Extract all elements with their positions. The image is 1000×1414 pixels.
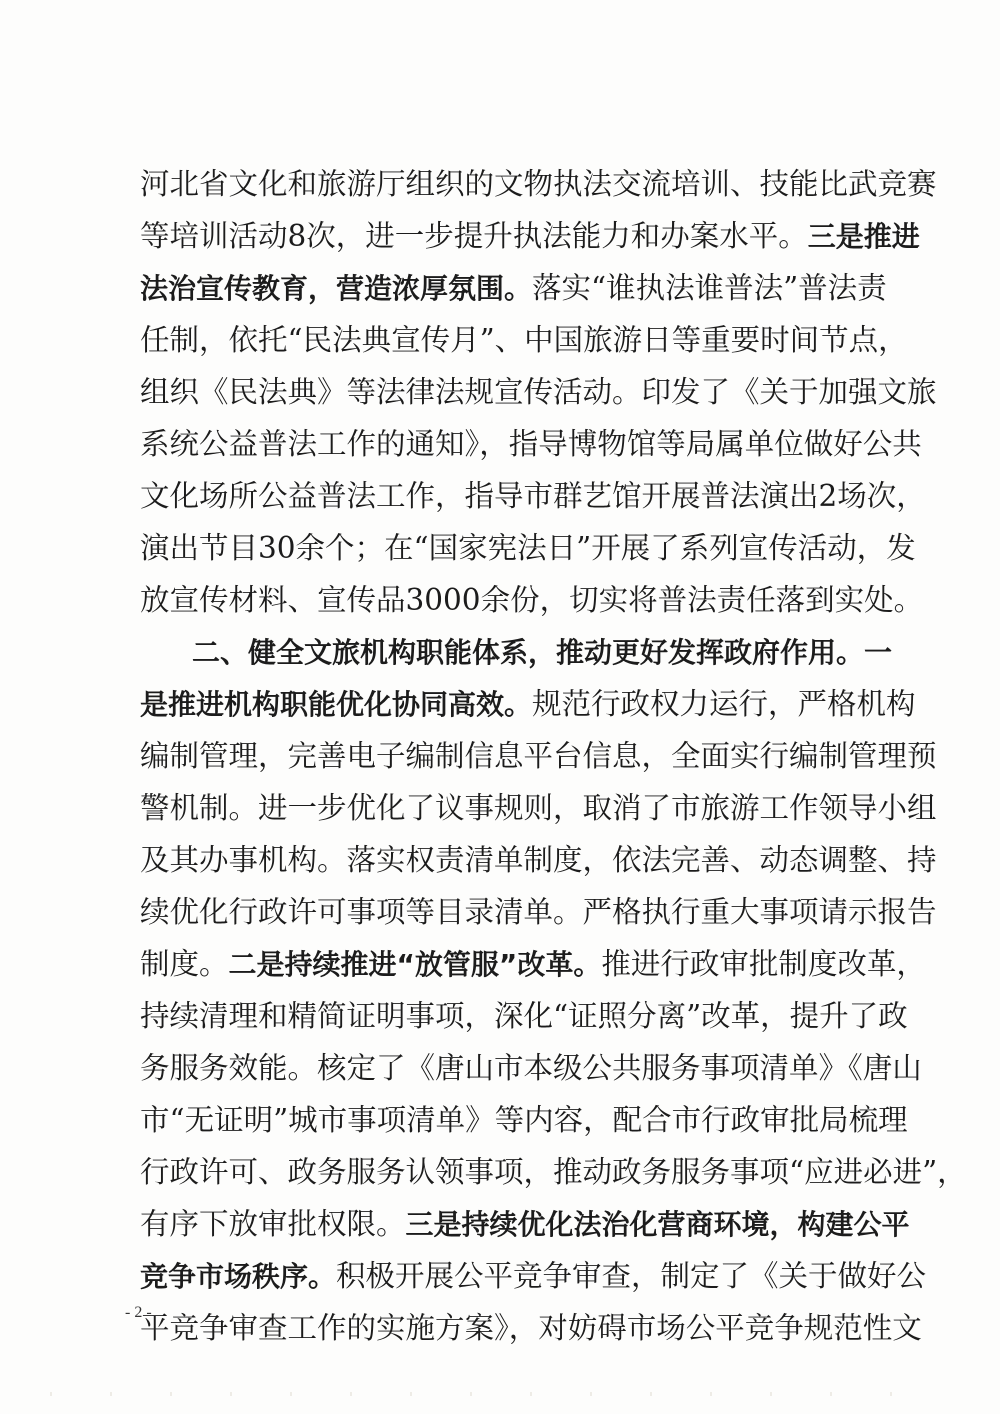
text-line [140, 834, 937, 886]
text-line [140, 938, 926, 990]
text-segment: 有序下放审批权限。 [140, 1207, 406, 1241]
text-segment: 落实“谁执法谁普法”普法责 [532, 271, 887, 305]
body-text [140, 158, 967, 1354]
text-line [140, 990, 908, 1042]
text-segment: 平竞争审查工作的实施方案》，对妨碍市场公平竞争规范性文 [140, 1311, 922, 1345]
text-segment: 文化场所公益普法工作，指导市群艺馆开展普法演出2场次， [140, 479, 926, 513]
text-line [140, 1094, 908, 1146]
scan-artifacts [50, 1392, 950, 1396]
text-line [140, 210, 920, 262]
bold-text-segment: 法治宣传教育，营造浓厚氛围。 [140, 272, 533, 305]
bold-text-segment: 是推进机构职能优化协同高效。 [140, 688, 533, 721]
text-line [140, 418, 922, 470]
text-line [140, 522, 916, 574]
text-segment: 积极开展公平竞争审查，制定了《关于做好公 [336, 1259, 927, 1293]
text-segment: 编制管理，完善电子编制信息平台信息，全面实行编制管理预 [140, 739, 937, 773]
text-segment: 规范行政权力运行，严格机构 [532, 687, 916, 721]
text-line [140, 366, 937, 418]
text-line [140, 574, 924, 626]
bold-text-segment: 二是持续推进“放管服”改革。 [228, 948, 602, 981]
text-segment: 推进行政审批制度改革， [601, 947, 926, 981]
text-segment: 任制，依托“民法典宣传月”、中国旅游日等重要时间节点， [140, 323, 908, 357]
text-line [140, 626, 893, 678]
text-line [140, 1042, 922, 1094]
text-segment: 行政许可、政务服务认领事项，推动政务服务事项“应进必进”， [140, 1155, 967, 1189]
text-line [140, 730, 937, 782]
text-segment: 等培训活动8次，进一步提升执法能力和办案水平。 [140, 219, 808, 253]
text-segment: 警机制。进一步优化了议事规则，取消了市旅游工作领导小组 [140, 791, 937, 825]
text-line [140, 1146, 967, 1198]
text-line [140, 782, 937, 834]
text-line [140, 1198, 910, 1250]
text-segment: 制度。 [140, 947, 229, 981]
text-segment: 务服务效能。核定了《唐山市本级公共服务事项清单》《唐山 [140, 1051, 922, 1085]
bold-text-segment: 三是推进 [807, 220, 920, 253]
text-segment: 河北省文化和旅游厅组织的文物执法交流培训、技能比武竞赛 [140, 167, 937, 201]
text-line [140, 1250, 927, 1302]
text-segment: 续优化行政许可事项等目录清单。严格执行重大事项请示报告 [140, 895, 937, 929]
text-line [140, 678, 916, 730]
text-line [140, 1302, 922, 1354]
text-line [140, 314, 908, 366]
text-segment: 放宣传材料、宣传品3000余份，切实将普法责任落到实处。 [140, 583, 924, 617]
page-number: - 2 - [125, 1304, 152, 1321]
text-segment: 及其办事机构。落实权责清单制度，依法完善、动态调整、持 [140, 843, 937, 877]
text-line [140, 262, 887, 314]
text-line [140, 886, 937, 938]
text-segment: 持续清理和精简证明事项，深化“证照分离”改革，提升了政 [140, 999, 908, 1033]
text-segment: 演出节目30余个；在“国家宪法日”开展了系列宣传活动，发 [140, 531, 916, 565]
bold-text-segment: 三是持续优化法治化营商环境，构建公平 [405, 1208, 910, 1241]
bold-text-segment: 二、健全文旅机构职能体系，推动更好发挥政府作用。一 [192, 636, 893, 669]
bold-text-segment: 竞争市场秩序。 [140, 1260, 337, 1293]
text-line [140, 158, 937, 210]
text-segment: 系统公益普法工作的通知》，指导博物馆等局属单位做好公共 [140, 427, 922, 461]
text-segment: 市“无证明”城市事项清单》等内容，配合市行政审批局梳理 [140, 1103, 908, 1137]
text-line [140, 470, 926, 522]
text-segment: 组织《民法典》等法律法规宣传活动。印发了《关于加强文旅 [140, 375, 937, 409]
